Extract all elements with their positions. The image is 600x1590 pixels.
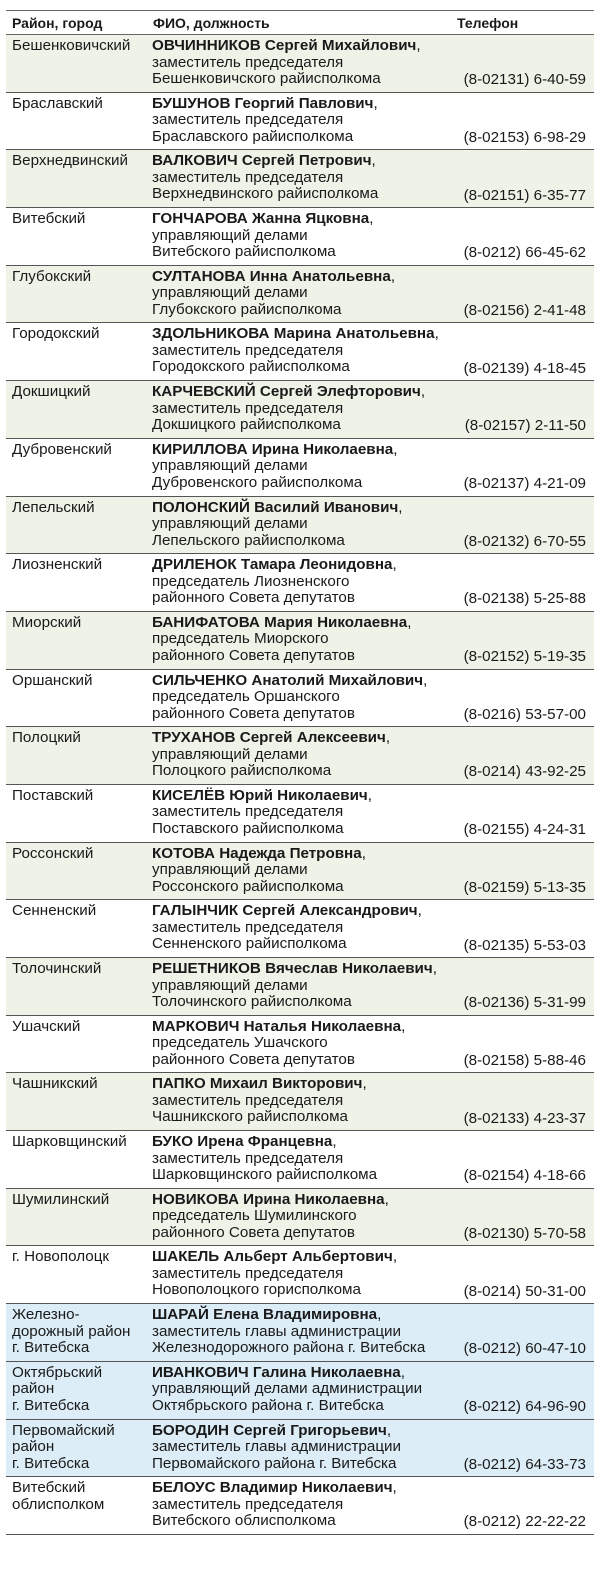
phone-cell: (8-0212) 22-22-22 bbox=[463, 1513, 586, 1531]
person-name: ТРУХАНОВ Сергей Алексеевич bbox=[152, 729, 386, 747]
person-position: заместитель главы администрации Железнодорожного района г. Витебска bbox=[152, 1322, 426, 1357]
phone-cell: (8-02131) 6-40-59 bbox=[463, 71, 586, 89]
phone-cell: (8-0212) 64-96-90 bbox=[463, 1398, 586, 1415]
person-name: ЗДОЛЬНИКОВА Марина Анатольевна bbox=[152, 325, 435, 343]
phone-cell: (8-02152) 5-19-35 bbox=[463, 648, 586, 666]
district-cell: Ушачский bbox=[12, 1017, 81, 1035]
phone-cell: (8-02130) 5-70-58 bbox=[463, 1224, 586, 1242]
person-position: управляющий делами Дубровенского райисполкома bbox=[152, 457, 363, 491]
person-position: заместитель председателя Верхнедвинского райисполкома bbox=[152, 168, 379, 203]
phone-cell: (8-02155) 4-24-31 bbox=[463, 821, 586, 839]
person-name: ШАКЕЛЬ Альберт Альбертович bbox=[152, 1248, 393, 1266]
district-cell: Сенненский bbox=[12, 902, 97, 920]
table-row bbox=[6, 785, 594, 843]
name-comma: , bbox=[384, 1190, 389, 1208]
table-row bbox=[6, 150, 594, 208]
phone-cell: (8-0216) 53-57-00 bbox=[463, 705, 586, 723]
name-comma: , bbox=[377, 1306, 382, 1324]
district-cell: Бешенковичский bbox=[12, 37, 131, 54]
name-comma: , bbox=[400, 1363, 405, 1381]
phone-cell: (8-02153) 6-98-29 bbox=[463, 128, 586, 146]
person-cell bbox=[152, 615, 452, 665]
table-row bbox=[6, 1246, 594, 1304]
district-cell: Первомайский район г. Витебска bbox=[12, 1421, 115, 1472]
person-cell bbox=[152, 1480, 452, 1530]
person-cell bbox=[152, 269, 452, 319]
person-name: ШАРАЙ Елена Владимировна bbox=[152, 1306, 378, 1324]
phone-cell: (8-02156) 2-41-48 bbox=[463, 301, 586, 319]
name-comma: , bbox=[401, 1017, 406, 1035]
person-name: ГАЛЫНЧИК Сергей Александрович bbox=[152, 902, 418, 920]
header-district: Район, город bbox=[12, 14, 103, 31]
table-row bbox=[6, 727, 594, 785]
person-position: управляющий делами Толочинского райисполкома bbox=[152, 976, 352, 1010]
district-cell: Витебский bbox=[12, 210, 86, 228]
name-comma: , bbox=[392, 1479, 397, 1497]
person-name: БУШУНОВ Георгий Павлович bbox=[152, 94, 374, 112]
district-cell: Докшицкий bbox=[12, 383, 91, 401]
table-row bbox=[6, 1073, 594, 1131]
person-position: заместитель главы администрации Первомайского района г. Витебска bbox=[152, 1438, 401, 1472]
table-row bbox=[6, 1189, 594, 1247]
phone-cell: (8-02135) 5-53-03 bbox=[463, 936, 586, 954]
district-cell: Шумилинский bbox=[12, 1190, 110, 1208]
person-position: заместитель председателя Витебского облисполкома bbox=[152, 1495, 344, 1530]
district-cell: Поставский bbox=[12, 786, 94, 804]
phone-cell: (8-02138) 5-25-88 bbox=[463, 590, 586, 608]
name-comma: , bbox=[390, 267, 396, 285]
person-position: председатель Шумилинского районного Совета депутатов bbox=[152, 1207, 357, 1241]
phone-cell: (8-02139) 4-18-45 bbox=[463, 359, 586, 377]
name-comma: , bbox=[362, 1075, 367, 1093]
person-name: БУКО Ирена Францевна bbox=[152, 1133, 333, 1151]
phone-cell: (8-02136) 5-31-99 bbox=[463, 994, 586, 1012]
person-name: СУЛТАНОВА Инна Анатольевна bbox=[152, 267, 391, 285]
district-cell: г. Новополоцк bbox=[12, 1248, 110, 1266]
person-cell bbox=[152, 211, 452, 261]
phone-cell: (8-02133) 4-23-37 bbox=[463, 1109, 586, 1127]
person-name: КАРЧЕВСКИЙ Сергей Элефторович bbox=[152, 383, 421, 401]
district-cell: Толочинский bbox=[12, 960, 102, 977]
person-position: председатель Лиозненского районного Совета депутатов bbox=[152, 572, 355, 607]
table-row bbox=[6, 1477, 594, 1535]
person-cell bbox=[152, 961, 452, 1011]
phone-cell: (8-02154) 4-18-66 bbox=[463, 1167, 586, 1185]
phone-cell: (8-0212) 66-45-62 bbox=[463, 244, 586, 262]
name-comma: , bbox=[423, 671, 428, 689]
header-phone: Телефон bbox=[457, 14, 519, 31]
district-cell: Полоцкий bbox=[12, 729, 81, 747]
person-name: ИВАНКОВИЧ Галина Николаевна bbox=[152, 1363, 401, 1381]
name-comma: , bbox=[367, 786, 372, 804]
district-cell: Россонский bbox=[12, 844, 94, 862]
person-cell bbox=[152, 1423, 452, 1473]
person-position: заместитель председателя Бешенковичского райисполкома bbox=[152, 53, 381, 87]
district-cell: Верхнедвинский bbox=[12, 152, 128, 170]
district-cell: Миорский bbox=[12, 613, 82, 631]
person-name: ПОЛОНСКИЙ Василий Иванович bbox=[152, 498, 399, 516]
name-comma: , bbox=[361, 844, 366, 862]
person-name: НОВИКОВА Ирина Николаевна bbox=[152, 1190, 385, 1208]
name-comma: , bbox=[373, 94, 378, 112]
person-position: заместитель председателя Браславского райисполкома bbox=[152, 111, 354, 145]
phone-cell: (8-02151) 6-35-77 bbox=[463, 186, 586, 204]
person-position: заместитель председателя Сенненского райисполкома bbox=[152, 918, 347, 953]
person-cell bbox=[152, 384, 452, 434]
person-name: БАНИФАТОВА Мария Николаевна bbox=[152, 613, 408, 631]
table-row bbox=[6, 1304, 594, 1362]
person-position: заместитель председателя Городокского райисполкома bbox=[152, 341, 350, 376]
person-cell bbox=[152, 1365, 452, 1415]
person-name: МАРКОВИЧ Наталья Николаевна bbox=[152, 1017, 402, 1035]
name-comma: , bbox=[434, 325, 439, 343]
person-cell bbox=[152, 788, 452, 838]
person-position: заместитель председателя Поставского райисполкома bbox=[152, 803, 344, 837]
person-cell bbox=[152, 1307, 452, 1357]
person-name: БЕЛОУС Владимир Николаевич bbox=[152, 1479, 393, 1497]
table-row bbox=[6, 612, 594, 670]
name-comma: , bbox=[416, 37, 421, 54]
table-header bbox=[6, 10, 594, 35]
person-cell bbox=[152, 730, 452, 780]
person-name: СИЛЬЧЕНКО Анатолий Михайлович bbox=[152, 671, 424, 689]
person-name: ВАЛКОВИЧ Сергей Петрович bbox=[152, 152, 372, 170]
person-cell bbox=[152, 1192, 452, 1242]
table-row bbox=[6, 900, 594, 958]
table-row bbox=[6, 843, 594, 901]
table-row bbox=[6, 958, 594, 1016]
phone-cell: (8-02157) 2-11-50 bbox=[464, 417, 586, 435]
table-row bbox=[6, 670, 594, 728]
name-comma: , bbox=[386, 1421, 392, 1439]
person-position: председатель Оршанского районного Совета депутатов bbox=[152, 688, 355, 722]
person-cell bbox=[152, 153, 452, 203]
district-cell: Оршанский bbox=[12, 671, 93, 689]
person-name: РЕШЕТНИКОВ Вячеслав Николаевич bbox=[152, 960, 433, 977]
person-cell bbox=[152, 557, 452, 607]
name-comma: , bbox=[432, 960, 437, 977]
table-row bbox=[6, 439, 594, 497]
person-name: ПАПКО Михаил Викторович bbox=[152, 1075, 363, 1093]
name-comma: , bbox=[369, 210, 374, 228]
phone-cell: (8-02159) 5-13-35 bbox=[463, 878, 586, 896]
table-row bbox=[6, 554, 594, 612]
name-comma: , bbox=[392, 1248, 398, 1266]
table-row bbox=[6, 1420, 594, 1478]
phone-cell: (8-02158) 5-88-46 bbox=[463, 1051, 586, 1069]
table-row bbox=[6, 381, 594, 439]
person-cell bbox=[152, 1249, 452, 1299]
district-cell: Лиозненский bbox=[12, 556, 103, 574]
person-name: КИСЕЛЁВ Юрий Николаевич bbox=[152, 786, 368, 804]
district-cell: Глубокский bbox=[12, 267, 92, 285]
name-comma: , bbox=[392, 556, 397, 574]
phone-cell: (8-0212) 64-33-73 bbox=[463, 1455, 586, 1473]
person-position: заместитель председателя Докшицкого райисполкома bbox=[152, 399, 344, 434]
person-cell bbox=[152, 1019, 452, 1069]
person-cell bbox=[152, 1076, 452, 1126]
name-comma: , bbox=[417, 902, 422, 920]
name-comma: , bbox=[407, 613, 412, 631]
name-comma: , bbox=[398, 498, 403, 516]
phone-cell: (8-0214) 50-31-00 bbox=[463, 1282, 586, 1300]
name-comma: , bbox=[385, 729, 391, 747]
table-row bbox=[6, 208, 594, 266]
district-cell: Браславский bbox=[12, 94, 103, 112]
district-cell: Чашникский bbox=[12, 1075, 98, 1093]
person-position: заместитель председателя Чашникского райисполкома bbox=[152, 1091, 348, 1126]
person-cell bbox=[152, 326, 452, 376]
table-row bbox=[6, 93, 594, 151]
person-cell bbox=[152, 846, 452, 896]
district-cell: Дубровенский bbox=[12, 440, 112, 458]
phone-cell: (8-02137) 4-21-09 bbox=[463, 475, 586, 492]
table-row bbox=[6, 1362, 594, 1420]
table-row bbox=[6, 323, 594, 381]
table-row bbox=[6, 497, 594, 555]
person-position: управляющий делами Лепельского райисполкома bbox=[152, 515, 345, 549]
name-comma: , bbox=[371, 152, 376, 170]
name-comma: , bbox=[332, 1133, 337, 1151]
person-position: управляющий делами Полоцкого райисполкома bbox=[152, 745, 332, 780]
person-name: ОВЧИННИКОВ Сергей Михайлович bbox=[152, 37, 417, 54]
person-cell bbox=[152, 903, 452, 953]
person-position: управляющий делами Витебского райисполкома bbox=[152, 226, 336, 261]
person-cell bbox=[152, 500, 452, 550]
district-cell: Железно- дорожный район г. Витебска bbox=[12, 1306, 131, 1357]
table-body bbox=[6, 35, 594, 1535]
person-cell bbox=[152, 442, 452, 492]
phone-cell: (8-0214) 43-92-25 bbox=[463, 763, 586, 781]
table-row bbox=[6, 1131, 594, 1189]
person-name: КОТОВА Надежда Петровна bbox=[152, 844, 362, 862]
person-name: БОРОДИН Сергей Григорьевич bbox=[152, 1421, 387, 1439]
district-cell: Лепельский bbox=[12, 498, 95, 516]
person-cell bbox=[152, 38, 452, 88]
person-position: председатель Миорского районного Совета депутатов bbox=[152, 630, 355, 664]
district-cell: Витебский облисполком bbox=[12, 1479, 105, 1513]
person-cell bbox=[152, 1134, 452, 1184]
table-row bbox=[6, 1016, 594, 1074]
district-cell: Городокский bbox=[12, 325, 100, 343]
person-cell bbox=[152, 673, 452, 723]
person-name: ГОНЧАРОВА Жанна Яцковна bbox=[152, 210, 370, 228]
person-position: заместитель председателя Шарковщинского райисполкома bbox=[152, 1149, 378, 1184]
person-position: управляющий делами Глубокского райисполкома bbox=[152, 284, 342, 318]
table-row bbox=[6, 35, 594, 93]
name-comma: , bbox=[393, 440, 398, 458]
person-position: управляющий делами Россонского райисполкома bbox=[152, 861, 344, 895]
person-name: ДРИЛЕНОК Тамара Леонидовна bbox=[152, 556, 393, 574]
contacts-table bbox=[6, 10, 594, 1535]
person-cell bbox=[152, 96, 452, 146]
district-cell: Октябрьский район г. Витебска bbox=[12, 1363, 103, 1414]
person-position: председатель Ушачского районного Совета депутатов bbox=[152, 1034, 355, 1068]
district-cell: Шарковщинский bbox=[12, 1133, 127, 1151]
name-comma: , bbox=[420, 383, 426, 401]
table-row bbox=[6, 266, 594, 324]
person-name: КИРИЛЛОВА Ирина Николаевна bbox=[152, 440, 394, 458]
person-position: заместитель председателя Новополоцкого горисполкома bbox=[152, 1264, 361, 1299]
header-person: ФИО, должность bbox=[153, 14, 270, 31]
person-position: управляющий делами администрации Октябрьского района г. Витебска bbox=[152, 1380, 423, 1414]
phone-cell: (8-02132) 6-70-55 bbox=[463, 532, 586, 550]
phone-cell: (8-0212) 60-47-10 bbox=[463, 1340, 586, 1358]
